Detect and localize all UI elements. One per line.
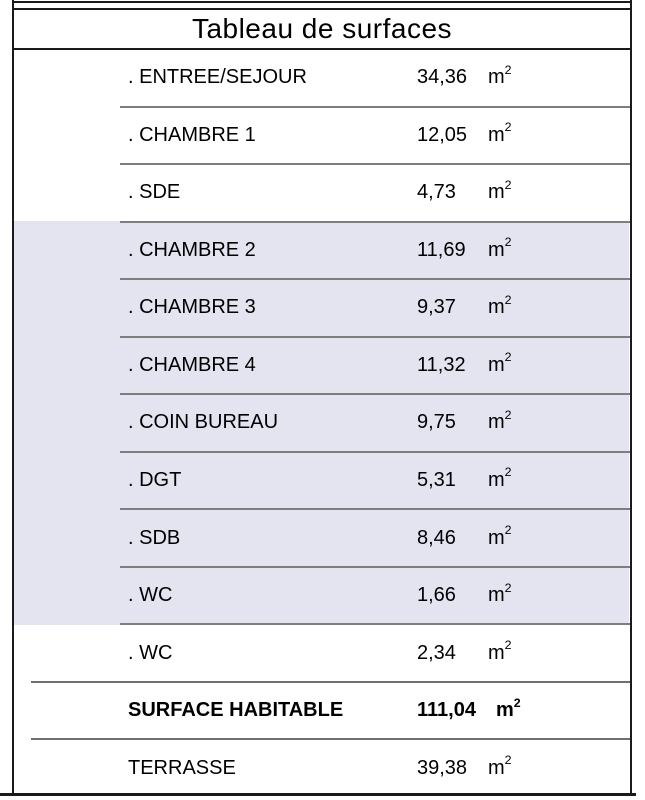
table-row — [12, 452, 632, 510]
area-value: 4,73 — [417, 181, 456, 204]
table-row — [12, 49, 632, 107]
room-label: TERRASSE — [128, 756, 236, 779]
area-value: 2,34 — [417, 641, 456, 664]
table-row — [12, 624, 632, 682]
area-unit: $m^2$ — [488, 580, 512, 607]
room-label: . WC — [128, 641, 173, 664]
area-value: 34,36 — [417, 66, 468, 89]
area-value: 11,69 — [417, 238, 466, 261]
area-value: 9,75 — [417, 411, 456, 434]
table-row — [12, 739, 632, 797]
room-label: . SDB — [128, 526, 181, 549]
room-label: . CHAMBRE 2 — [128, 238, 256, 261]
room-label: . CHAMBRE 3 — [128, 296, 256, 319]
area-value: 12,05 — [417, 123, 468, 146]
table-header — [12, 8, 632, 50]
room-label: . WC — [128, 584, 173, 607]
table-title: Tableau de surfaces — [191, 13, 453, 44]
room-label: . CHAMBRE 4 — [128, 353, 256, 376]
total-row — [12, 682, 632, 740]
area-unit: $m^2$ — [488, 350, 512, 376]
surface-rows-list — [12, 49, 632, 797]
frame-bottom-line — [0, 793, 636, 796]
area-unit: $m^2$ — [488, 292, 512, 319]
table-row — [12, 164, 632, 222]
room-label: . ENTREE/SEJOUR — [128, 66, 307, 89]
room-label: . CHAMBRE 1 — [128, 123, 256, 146]
area-unit: $m^2$ — [496, 695, 521, 722]
area-value: 8,46 — [417, 526, 456, 549]
table-row — [12, 337, 632, 395]
table-row — [12, 567, 632, 625]
area-unit: $m^2$ — [488, 523, 512, 549]
room-label: . SDE — [128, 181, 181, 204]
room-label: . DGT — [128, 468, 182, 491]
table-row — [12, 279, 632, 337]
area-value: 11,32 — [417, 353, 466, 376]
frame-right-line — [630, 0, 632, 796]
area-unit: $m^2$ — [488, 753, 512, 779]
area-value: 9,37 — [417, 296, 456, 319]
area-unit: $m^2$ — [488, 62, 512, 89]
area-unit: $m^2$ — [488, 235, 512, 261]
frame-left-line — [12, 0, 14, 796]
area-unit: $m^2$ — [488, 638, 512, 664]
table-row — [12, 107, 632, 165]
total-area-value: 111,04 — [417, 699, 476, 722]
total-label: SURFACE HABITABLE — [128, 699, 344, 722]
area-value: 39,38 — [417, 756, 468, 779]
area-unit: $m^2$ — [488, 120, 512, 146]
area-value: 5,31 — [417, 468, 456, 491]
frame-top-line — [12, 1, 632, 3]
area-unit: $m^2$ — [488, 407, 512, 434]
table-row — [12, 509, 632, 567]
area-unit: $m^2$ — [488, 465, 512, 491]
room-label: . COIN BUREAU — [128, 411, 279, 434]
table-row — [12, 394, 632, 452]
table-row — [12, 222, 632, 280]
area-unit: $m^2$ — [488, 177, 512, 204]
area-value: 1,66 — [417, 584, 456, 607]
